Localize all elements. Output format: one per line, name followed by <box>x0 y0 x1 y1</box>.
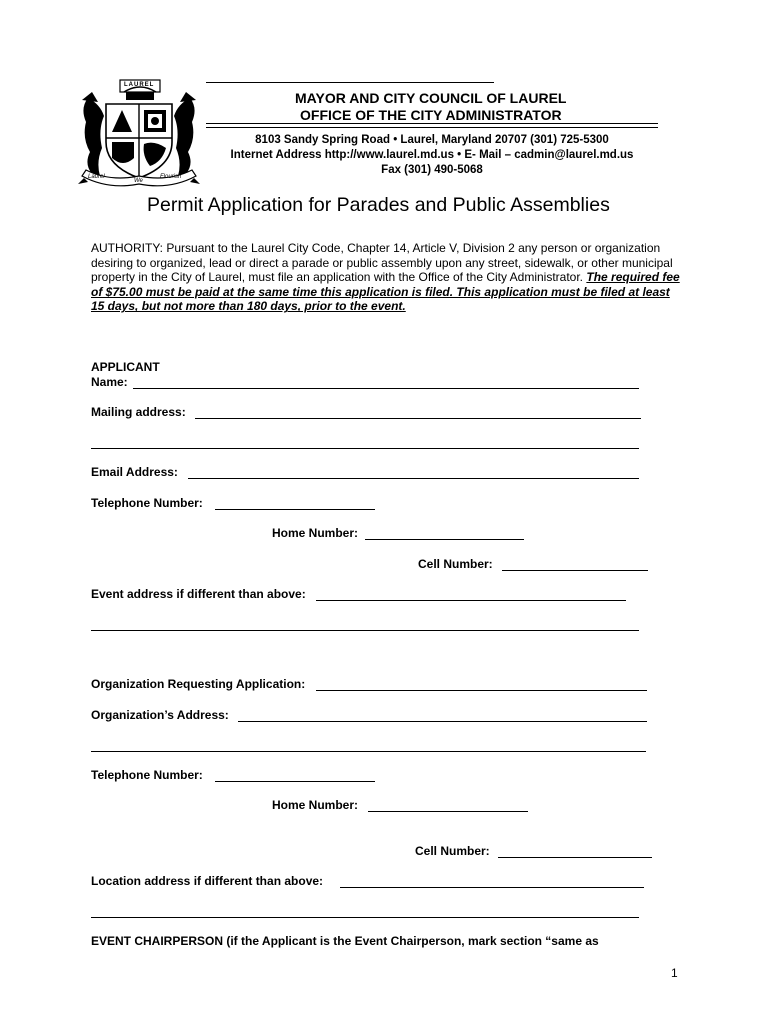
authority-text: AUTHORITY: Pursuant to the Laurel City Code, Chapter 14, Article V, Division 2 any person or organization desiring to organized, lead or direct a parade or public assembly upon any street, sidewalk, or other municipal property in the City of Laurel, must file an application with the Office of the City Administrator. <box>91 241 673 285</box>
organization-cell-number-field[interactable] <box>498 844 652 858</box>
event-address-field[interactable] <box>316 587 626 601</box>
form-title: Permit Application for Parades and Public Assemblies <box>147 194 610 216</box>
telephone-number-label: Telephone Number: <box>91 496 203 510</box>
page-number: 1 <box>671 966 678 980</box>
event-chairperson-heading: EVENT CHAIRPERSON (if the Applicant is the Event Chairperson, mark section “same as <box>91 934 599 948</box>
mailing-address-label: Mailing address: <box>91 405 186 419</box>
header-address: 8103 Sandy Spring Road • Laurel, Maryland 20707 (301) 725-5300 <box>255 134 609 146</box>
header-fax: Fax (301) 490-5068 <box>381 164 483 176</box>
seal-text-top: LAUREL <box>124 82 155 88</box>
organization-home-number-label: Home Number: <box>272 798 359 812</box>
authority-fee-notice: The required fee of $75.00 must be paid at the same time this application is filed. This application must be filed at least 15 days, but not more than 180 days, prior to the event. <box>91 270 680 314</box>
header-title-city-council: MAYOR AND CITY COUNCIL OF LAUREL <box>295 90 567 106</box>
applicant-section-label: APPLICANT <box>91 360 160 374</box>
cell-number-label: Cell Number: <box>418 557 493 571</box>
organization-requesting-label: Organization Requesting Application: <box>91 677 306 691</box>
authority-paragraph <box>91 241 681 314</box>
location-address-field[interactable] <box>340 874 644 888</box>
home-number-label: Home Number: <box>272 526 359 540</box>
organization-home-number-field[interactable] <box>368 798 528 812</box>
organization-address-field-line2[interactable] <box>91 738 646 752</box>
header-top-rule <box>206 82 494 83</box>
location-address-field-line2[interactable] <box>91 904 639 918</box>
seal-motto-right: Flourish <box>160 174 182 180</box>
applicant-name-field[interactable] <box>133 375 639 389</box>
email-address-field[interactable] <box>188 465 639 479</box>
organization-requesting-field[interactable] <box>316 677 647 691</box>
mailing-address-field-line2[interactable] <box>91 435 639 449</box>
telephone-number-field[interactable] <box>215 496 375 510</box>
location-address-label: Location address if different than above: <box>91 874 324 888</box>
organization-address-label: Organization’s Address: <box>91 708 229 722</box>
organization-address-field[interactable] <box>238 708 647 722</box>
header-title-office: OFFICE OF THE CITY ADMINISTRATOR <box>300 107 562 123</box>
organization-telephone-field[interactable] <box>215 768 375 782</box>
event-address-label: Event address if different than above: <box>91 587 306 601</box>
header-double-rule <box>206 123 658 128</box>
email-address-label: Email Address: <box>91 465 178 479</box>
seal-motto-left: Laurel <box>88 174 105 180</box>
cell-number-field[interactable] <box>502 557 648 571</box>
organization-cell-number-label: Cell Number: <box>415 844 490 858</box>
home-number-field[interactable] <box>365 526 524 540</box>
event-address-field-line2[interactable] <box>91 617 639 631</box>
header-internet-email: Internet Address http://www.laurel.md.us • E- Mail – cadmin@laurel.md.us <box>230 149 634 161</box>
organization-telephone-label: Telephone Number: <box>91 768 203 782</box>
applicant-name-label: Name: <box>91 375 128 389</box>
mailing-address-field[interactable] <box>195 405 641 419</box>
seal-motto-mid: We <box>134 178 143 184</box>
city-seal <box>78 78 200 190</box>
